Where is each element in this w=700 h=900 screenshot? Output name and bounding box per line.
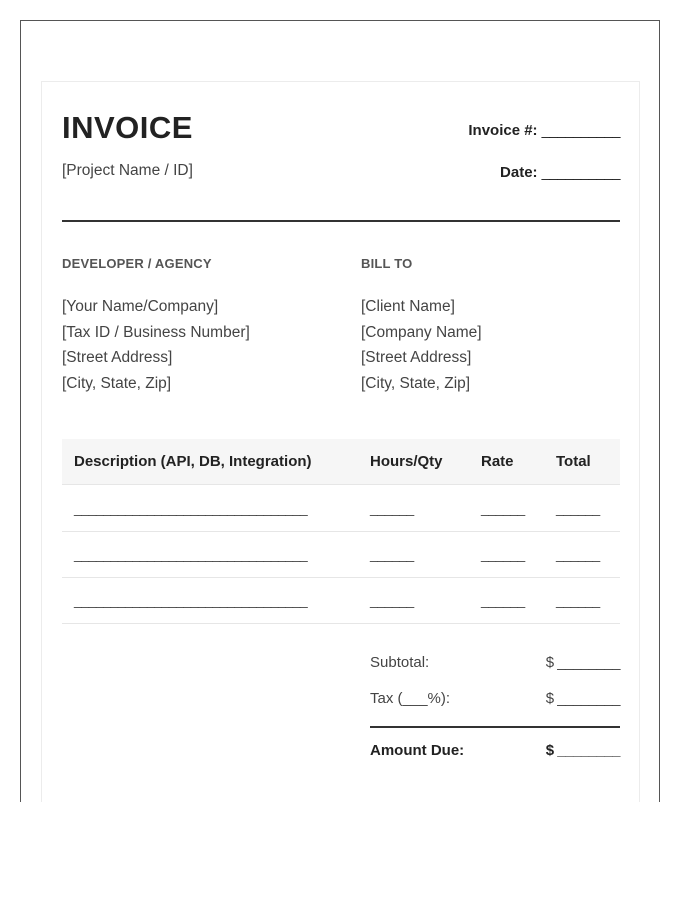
row-3-rate[interactable]: ______: [481, 592, 525, 608]
client-company: [Company Name]: [361, 323, 482, 341]
row-2-hours[interactable]: ______: [370, 546, 414, 562]
row-1-rate[interactable]: ______: [481, 500, 525, 516]
tax-field[interactable]: $ ________: [545, 690, 620, 707]
row-divider: [62, 577, 620, 578]
client-address: [361, 294, 482, 397]
column-header-total: Total: [556, 453, 591, 470]
invoice-date-row: [500, 164, 620, 181]
invoice-date-label: Date:: [500, 164, 538, 181]
client-name: [Client Name]: [361, 298, 455, 315]
developer-name: [Your Name/Company]: [62, 298, 219, 315]
row-3-hours[interactable]: ______: [370, 592, 414, 608]
bill-to-heading: BILL TO: [361, 256, 413, 271]
row-3-description[interactable]: ________________________________: [74, 592, 308, 608]
column-header-hours: Hours/Qty: [370, 453, 443, 470]
amount-due-field[interactable]: $ ________: [545, 742, 620, 759]
invoice-title: INVOICE: [62, 110, 193, 145]
invoice-number-label: Invoice #:: [468, 122, 538, 139]
row-3-total[interactable]: ______: [556, 592, 600, 608]
developer-address: [62, 294, 250, 397]
developer-heading: DEVELOPER / AGENCY: [62, 256, 212, 271]
row-1-hours[interactable]: ______: [370, 500, 414, 516]
invoice-number-field[interactable]: __________: [541, 122, 620, 139]
column-header-rate: Rate: [481, 453, 514, 470]
row-1-description[interactable]: ________________________________: [74, 500, 308, 516]
developer-tax-id: [Tax ID / Business Number]: [62, 323, 250, 341]
row-2-rate[interactable]: ______: [481, 546, 525, 562]
row-2-total[interactable]: ______: [556, 546, 600, 562]
column-header-description: Description (API, DB, Integration): [74, 453, 312, 470]
client-street: [Street Address]: [361, 349, 472, 367]
header-divider: [62, 220, 620, 222]
subtotal-label: Subtotal:: [370, 654, 430, 671]
amount-due-label: Amount Due:: [370, 742, 465, 759]
row-divider: [62, 623, 620, 624]
row-2-description[interactable]: ________________________________: [74, 546, 308, 562]
subtotal-field[interactable]: $ ________: [545, 654, 620, 671]
tax-label: Tax (___%):: [370, 690, 451, 707]
invoice-date-field[interactable]: __________: [541, 164, 620, 181]
developer-city: [City, State, Zip]: [62, 375, 172, 393]
row-divider: [62, 531, 620, 532]
project-name: [Project Name / ID]: [62, 162, 193, 179]
row-1-total[interactable]: ______: [556, 500, 600, 516]
invoice-number-row: [468, 122, 620, 139]
summary-divider: [370, 726, 620, 728]
developer-street: [Street Address]: [62, 349, 173, 367]
client-city: [City, State, Zip]: [361, 375, 471, 393]
